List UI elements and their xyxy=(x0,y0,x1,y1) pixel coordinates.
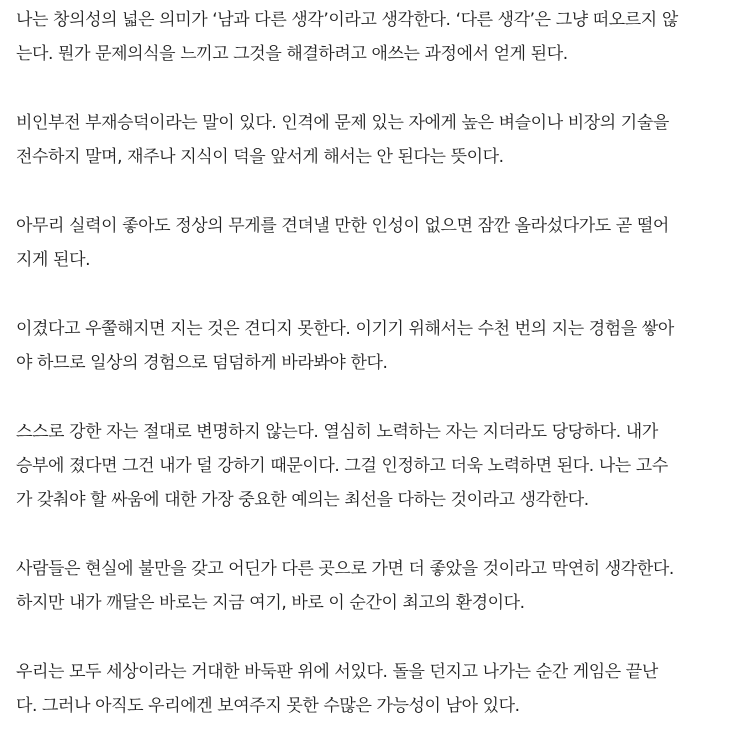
paragraph-line: 스스로 강한 자는 절대로 변명하지 않는다. 열심히 노력하는 자는 지더라도 당당하다. 내가 xyxy=(16,422,658,442)
paragraph-3 xyxy=(16,209,743,277)
paragraph-line: 야 하므로 일상의 경험으로 덤덤하게 바라봐야 한다. xyxy=(16,353,388,373)
paragraph-line: 우리는 모두 세상이라는 거대한 바둑판 위에 서있다. 돌을 던지고 나가는 순간 게임은 끝난 xyxy=(16,662,658,682)
paragraph-4 xyxy=(16,312,743,380)
paragraph-line: 하지만 내가 깨달은 바로는 지금 여기, 바로 이 순간이 최고의 환경이다. xyxy=(16,593,525,613)
paragraph-line: 다. 그러나 아직도 우리에겐 보여주지 못한 수많은 가능성이 남아 있다. xyxy=(16,696,520,716)
paragraph-line: 가 갖춰야 할 싸움에 대한 가장 중요한 예의는 최선을 다하는 것이라고 생각한다. xyxy=(16,490,589,510)
paragraph-line: 지게 된다. xyxy=(16,250,91,270)
paragraph-line: 이겼다고 우쭐해지면 지는 것은 견디지 못한다. 이기기 위해서는 수천 번의 지는 경험을 쌓아 xyxy=(16,319,674,339)
paragraph-line: 사람들은 현실에 불만을 갖고 어딘가 다른 곳으로 가면 더 좋았을 것이라고 막연히 생각한다. xyxy=(16,559,674,579)
paragraph-line: 아무리 실력이 좋아도 정상의 무게를 견뎌낼 만한 인성이 없으면 잠깐 올라섰다가도 곧 떨어 xyxy=(16,216,669,236)
paragraph-7 xyxy=(16,655,743,723)
paragraph-2 xyxy=(16,106,743,174)
paragraph-line: 승부에 졌다면 그건 내가 덜 강하기 때문이다. 그걸 인정하고 더욱 노력하면 된다. 나는 고수 xyxy=(16,456,668,476)
paragraph-line: 전수하지 말며, 재주나 지식이 덕을 앞서게 해서는 안 된다는 뜻이다. xyxy=(16,147,504,167)
paragraph-line: 는다. 뭔가 문제의식을 느끼고 그것을 해결하려고 애쓰는 과정에서 얻게 된다. xyxy=(16,44,568,64)
paragraph-line: 나는 창의성의 넓은 의미가 ‘남과 다른 생각’이라고 생각한다. ‘다른 생각’은 그냥 떠오르지 않 xyxy=(16,10,678,30)
paragraph-5 xyxy=(16,415,743,517)
paragraph-1 xyxy=(16,3,743,71)
paragraph-line: 비인부전 부재승덕이라는 말이 있다. 인격에 문제 있는 자에게 높은 벼슬이나 비장의 기술을 xyxy=(16,113,669,133)
paragraph-6 xyxy=(16,552,743,620)
